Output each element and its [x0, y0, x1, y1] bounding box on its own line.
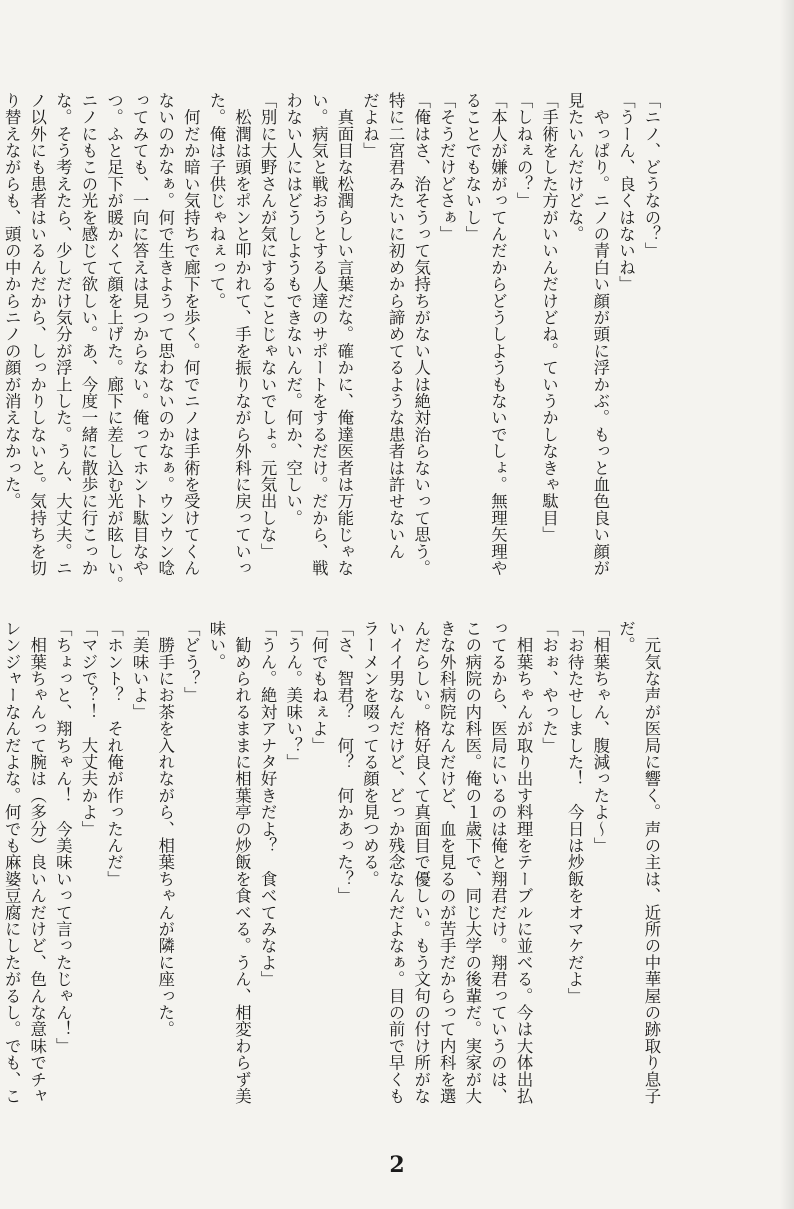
text-line: ることでもないし」 — [462, 92, 482, 243]
text-line: 元気な声が医局に響く。声の主は、近所の中華屋の跡取り息子 — [642, 620, 661, 1105]
page-number: 2 — [389, 1152, 405, 1178]
text-line: 「何でもねぇよ」 — [309, 620, 329, 754]
text-line: 「マジで？！ 大丈夫かよ」 — [78, 620, 98, 838]
text-line: 「うん。美味い？」 — [283, 620, 303, 771]
text-line: ってみても、一向に答えは見つからない。俺ってホント駄目なや — [130, 92, 150, 577]
text-line: 「しねぇの？」 — [514, 92, 534, 209]
text-line: 「ホント？ それ俺が作ったんだ」 — [104, 620, 124, 888]
text-line: レンジャーなんだよな。何でも麻婆豆腐にしたがるし。でも、こ — [2, 620, 22, 1105]
text-line: 相葉ちゃんって腕は（多分）良いんだけど、色んな意味でチャ — [27, 620, 47, 1105]
text-line: ニノにもこの光を感じて欲しい。あ、今度一緒に散歩に行こっか — [78, 92, 98, 577]
text-line: つ。ふと足下が暖かくて顔を上げた。廊下に差し込む光が眩しい。 — [104, 92, 124, 593]
text-line: だよね」 — [360, 92, 380, 159]
text-line: ノ以外にも患者はいるんだから、しっかりしないと。気持ちを切 — [27, 92, 47, 577]
text-line: 「本人が嫌がってんだからどうしようもないでしょ。無理矢理や — [488, 92, 508, 577]
text-line: 何だか暗い気持ちで廊下を歩く。何でニノは手術を受けてくん — [181, 92, 201, 577]
text-line: 「どう？」 — [181, 620, 201, 704]
page-edge-shadow — [780, 0, 794, 1209]
text-line: んだらしい。格好良くて真面目で優しい。もう文句の付け所がな — [411, 620, 431, 1105]
text-line: た。俺は子供じゃねぇって。 — [206, 92, 226, 310]
text-line: い。病気と戦おうとする人達のサポートをするだけ。だから、戦 — [309, 92, 329, 577]
text-line: 「手術をした方がいいんだけどね。ていうかしなきゃ駄目」 — [539, 92, 559, 543]
text-line: 「うん。絶対アナタ好きだよ？ 食べてみなよ」 — [258, 620, 278, 988]
text-line: いイイ男なんだけど、どっか残念なんだよなぁ。目の前で早くも — [386, 620, 406, 1105]
text-line: 「美味いよ」 — [130, 620, 150, 721]
text-line: やっぱり。ニノの青白い顔が頭に浮かぶ。もっと血色良い顔が — [590, 92, 610, 577]
bottom-text-block — [0, 620, 664, 1120]
text-line: り替えながらも、頭の中からニノの顔が消えなかった。 — [2, 92, 22, 510]
top-text-block — [0, 92, 664, 592]
text-line: ってるから、医局にいるのは俺と翔君だけ。翔君っていうのは、 — [488, 620, 508, 1105]
text-line: 「うーん、良くはないね」 — [616, 92, 636, 293]
text-line: わない人にはどうしようもできないんだ。何か、空しい。 — [283, 92, 303, 527]
text-line: 真面目な松潤らしい言葉だな。確かに、俺達医者は万能じゃな — [334, 92, 354, 577]
text-line: 「そうだけどさぁ」 — [437, 92, 457, 243]
text-line: きな外科病院なんだけど、血を見るのが苦手だからって内科を選 — [437, 620, 457, 1105]
text-line: 「別に大野さんが気にすることじゃないでしょ。元気出しな」 — [258, 92, 278, 560]
text-line: 勝手にお茶を入れながら、相葉ちゃんが隣に座った。 — [155, 620, 175, 1038]
text-line: 見たいんだけどな。 — [565, 92, 585, 243]
text-line: ラーメンを啜ってる顔を見つめる。 — [360, 620, 380, 888]
text-line: な。そう考えたら、少しだけ気分が浮上した。うん、大丈夫。ニ — [53, 92, 73, 577]
text-line: 味い。 — [206, 620, 226, 671]
text-line: 「ニノ、どうなの？」 — [642, 92, 661, 259]
text-line: 「お待たせしました！ 今日は炒飯をオマケだよ」 — [565, 620, 585, 1005]
text-line: 「ちょっと、翔ちゃん！ 今美味いって言ったじゃん！」 — [53, 620, 73, 1055]
text-line: 「相葉ちゃん、腹減ったよ～」 — [590, 620, 610, 854]
text-line: 「おぉ、やった」 — [539, 620, 559, 754]
text-line: 相葉ちゃんが取り出す料理をテーブルに並べる。今は大体出払 — [514, 620, 534, 1105]
text-line: 勧められるままに相葉亭の炒飯を食べる。うん、相変わらず美 — [232, 620, 252, 1105]
text-line: 松潤は頭をポンと叩かれて、手を振りながら外科に戻っていっ — [232, 92, 252, 577]
text-line: 「さ、智君？ 何？ 何かあった？」 — [334, 620, 354, 904]
text-line: ないのかなぁ。何で生きようって思わないのかなぁ。ウンウン唸 — [155, 92, 175, 577]
text-line: この病院の内科医。俺の１歳下で、同じ大学の後輩だ。実家が大 — [462, 620, 482, 1105]
text-line: 「俺はさ、治そうって気持ちがない人は絶対治らないって思う。 — [411, 92, 431, 577]
text-line: 特に二宮君みたいに初めから諦めてるような患者は許せないん — [386, 92, 406, 560]
text-line: だ。 — [616, 620, 636, 654]
